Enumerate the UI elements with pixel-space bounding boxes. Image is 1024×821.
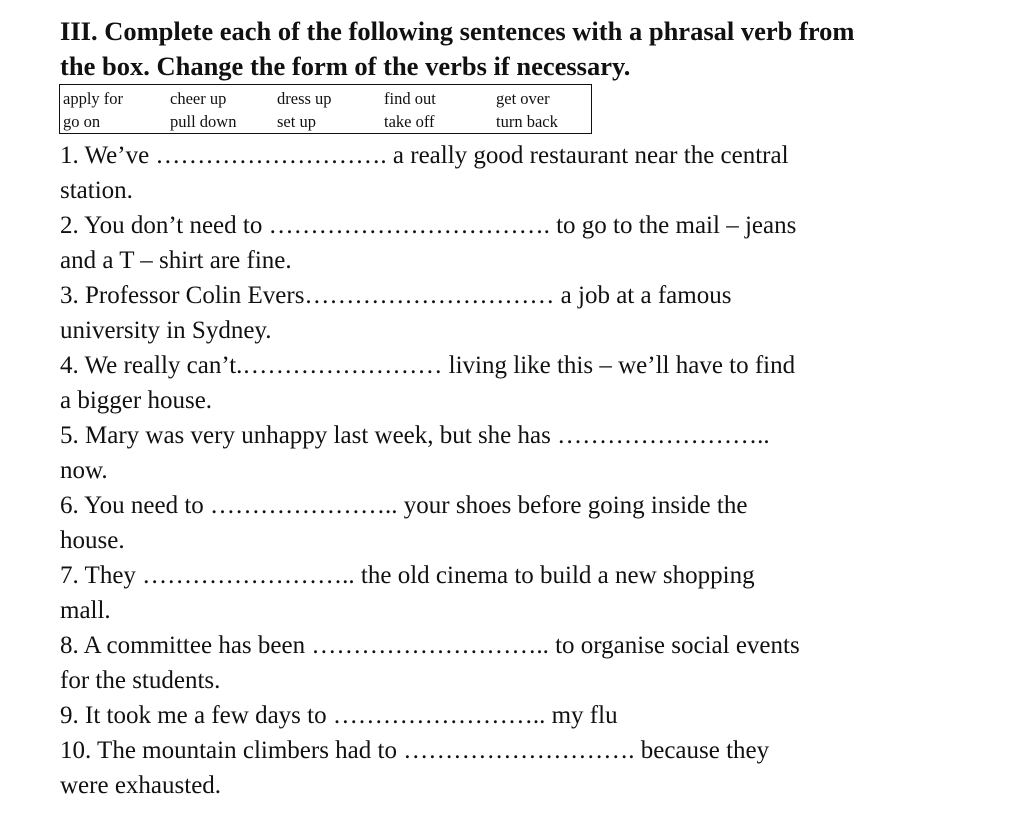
word-cheer-up: cheer up: [170, 89, 227, 108]
sentence-3-line-2: university in Sydney.: [60, 317, 272, 344]
word-apply-for: apply for: [63, 89, 124, 108]
sentence-2-line-1: 2. You don’t need to ……………………………. to go to the mail – jeans: [60, 212, 797, 239]
word-dress-up: dress up: [277, 89, 332, 108]
sentence-4-line-1: 4. We really can’t.…………………… living like this – we’ll have to find: [60, 352, 796, 379]
word-go-on: go on: [63, 112, 101, 131]
sentence-4-line-2: a bigger house.: [60, 387, 213, 414]
heading-line-1: III. Complete each of the following sentences with a phrasal verb from: [60, 16, 855, 46]
word-take-off: take off: [384, 112, 435, 131]
sentence-3-line-1: 3. Professor Colin Evers………………………… a job at a famous: [60, 282, 732, 309]
sentence-10: [60, 733, 1000, 803]
sentence-8-line-1: 8. A committee has been ……………………….. to organise social events: [60, 632, 800, 659]
sentence-10-line-1: 10. The mountain climbers had to ………………………. because they: [60, 737, 770, 764]
sentence-2: [60, 208, 1000, 278]
sentence-list: [60, 138, 1000, 803]
sentence-5: [60, 418, 1000, 488]
sentence-8-line-2: for the students.: [60, 667, 221, 694]
sentence-7-line-1: 7. They …………………….. the old cinema to build a new shopping: [60, 562, 755, 589]
sentence-9: [60, 698, 1000, 733]
sentence-3: [60, 278, 1000, 348]
word-get-over: get over: [496, 89, 550, 108]
sentence-8: [60, 628, 1000, 698]
word-find-out: find out: [384, 89, 436, 108]
sentence-6-line-2: house.: [60, 527, 125, 554]
sentence-7: [60, 558, 1000, 628]
sentence-1: [60, 138, 1000, 208]
sentence-9-line-1: 9. It took me a few days to …………………….. my flu: [60, 702, 618, 729]
sentence-4: [60, 348, 1000, 418]
heading-line-2: the box. Change the form of the verbs if necessary.: [60, 51, 631, 81]
sentence-10-line-2: were exhausted.: [60, 772, 222, 799]
sentence-1-line-1: 1. We’ve ………………………. a really good restaurant near the central: [60, 142, 789, 169]
sentence-5-line-1: 5. Mary was very unhappy last week, but she has ……………………..: [60, 422, 770, 449]
word-pull-down: pull down: [170, 112, 237, 131]
sentence-6-line-1: 6. You need to ………………….. your shoes before going inside the: [60, 492, 748, 519]
sentence-6: [60, 488, 1000, 558]
sentence-7-line-2: mall.: [60, 597, 111, 624]
word-set-up: set up: [277, 112, 316, 131]
sentence-1-line-2: station.: [60, 177, 133, 204]
sentence-5-line-2: now.: [60, 457, 108, 484]
word-turn-back: turn back: [496, 112, 558, 131]
exercise-heading: [60, 14, 1000, 84]
sentence-2-line-2: and a T – shirt are fine.: [60, 247, 292, 274]
phrasal-verb-box: [59, 84, 592, 134]
